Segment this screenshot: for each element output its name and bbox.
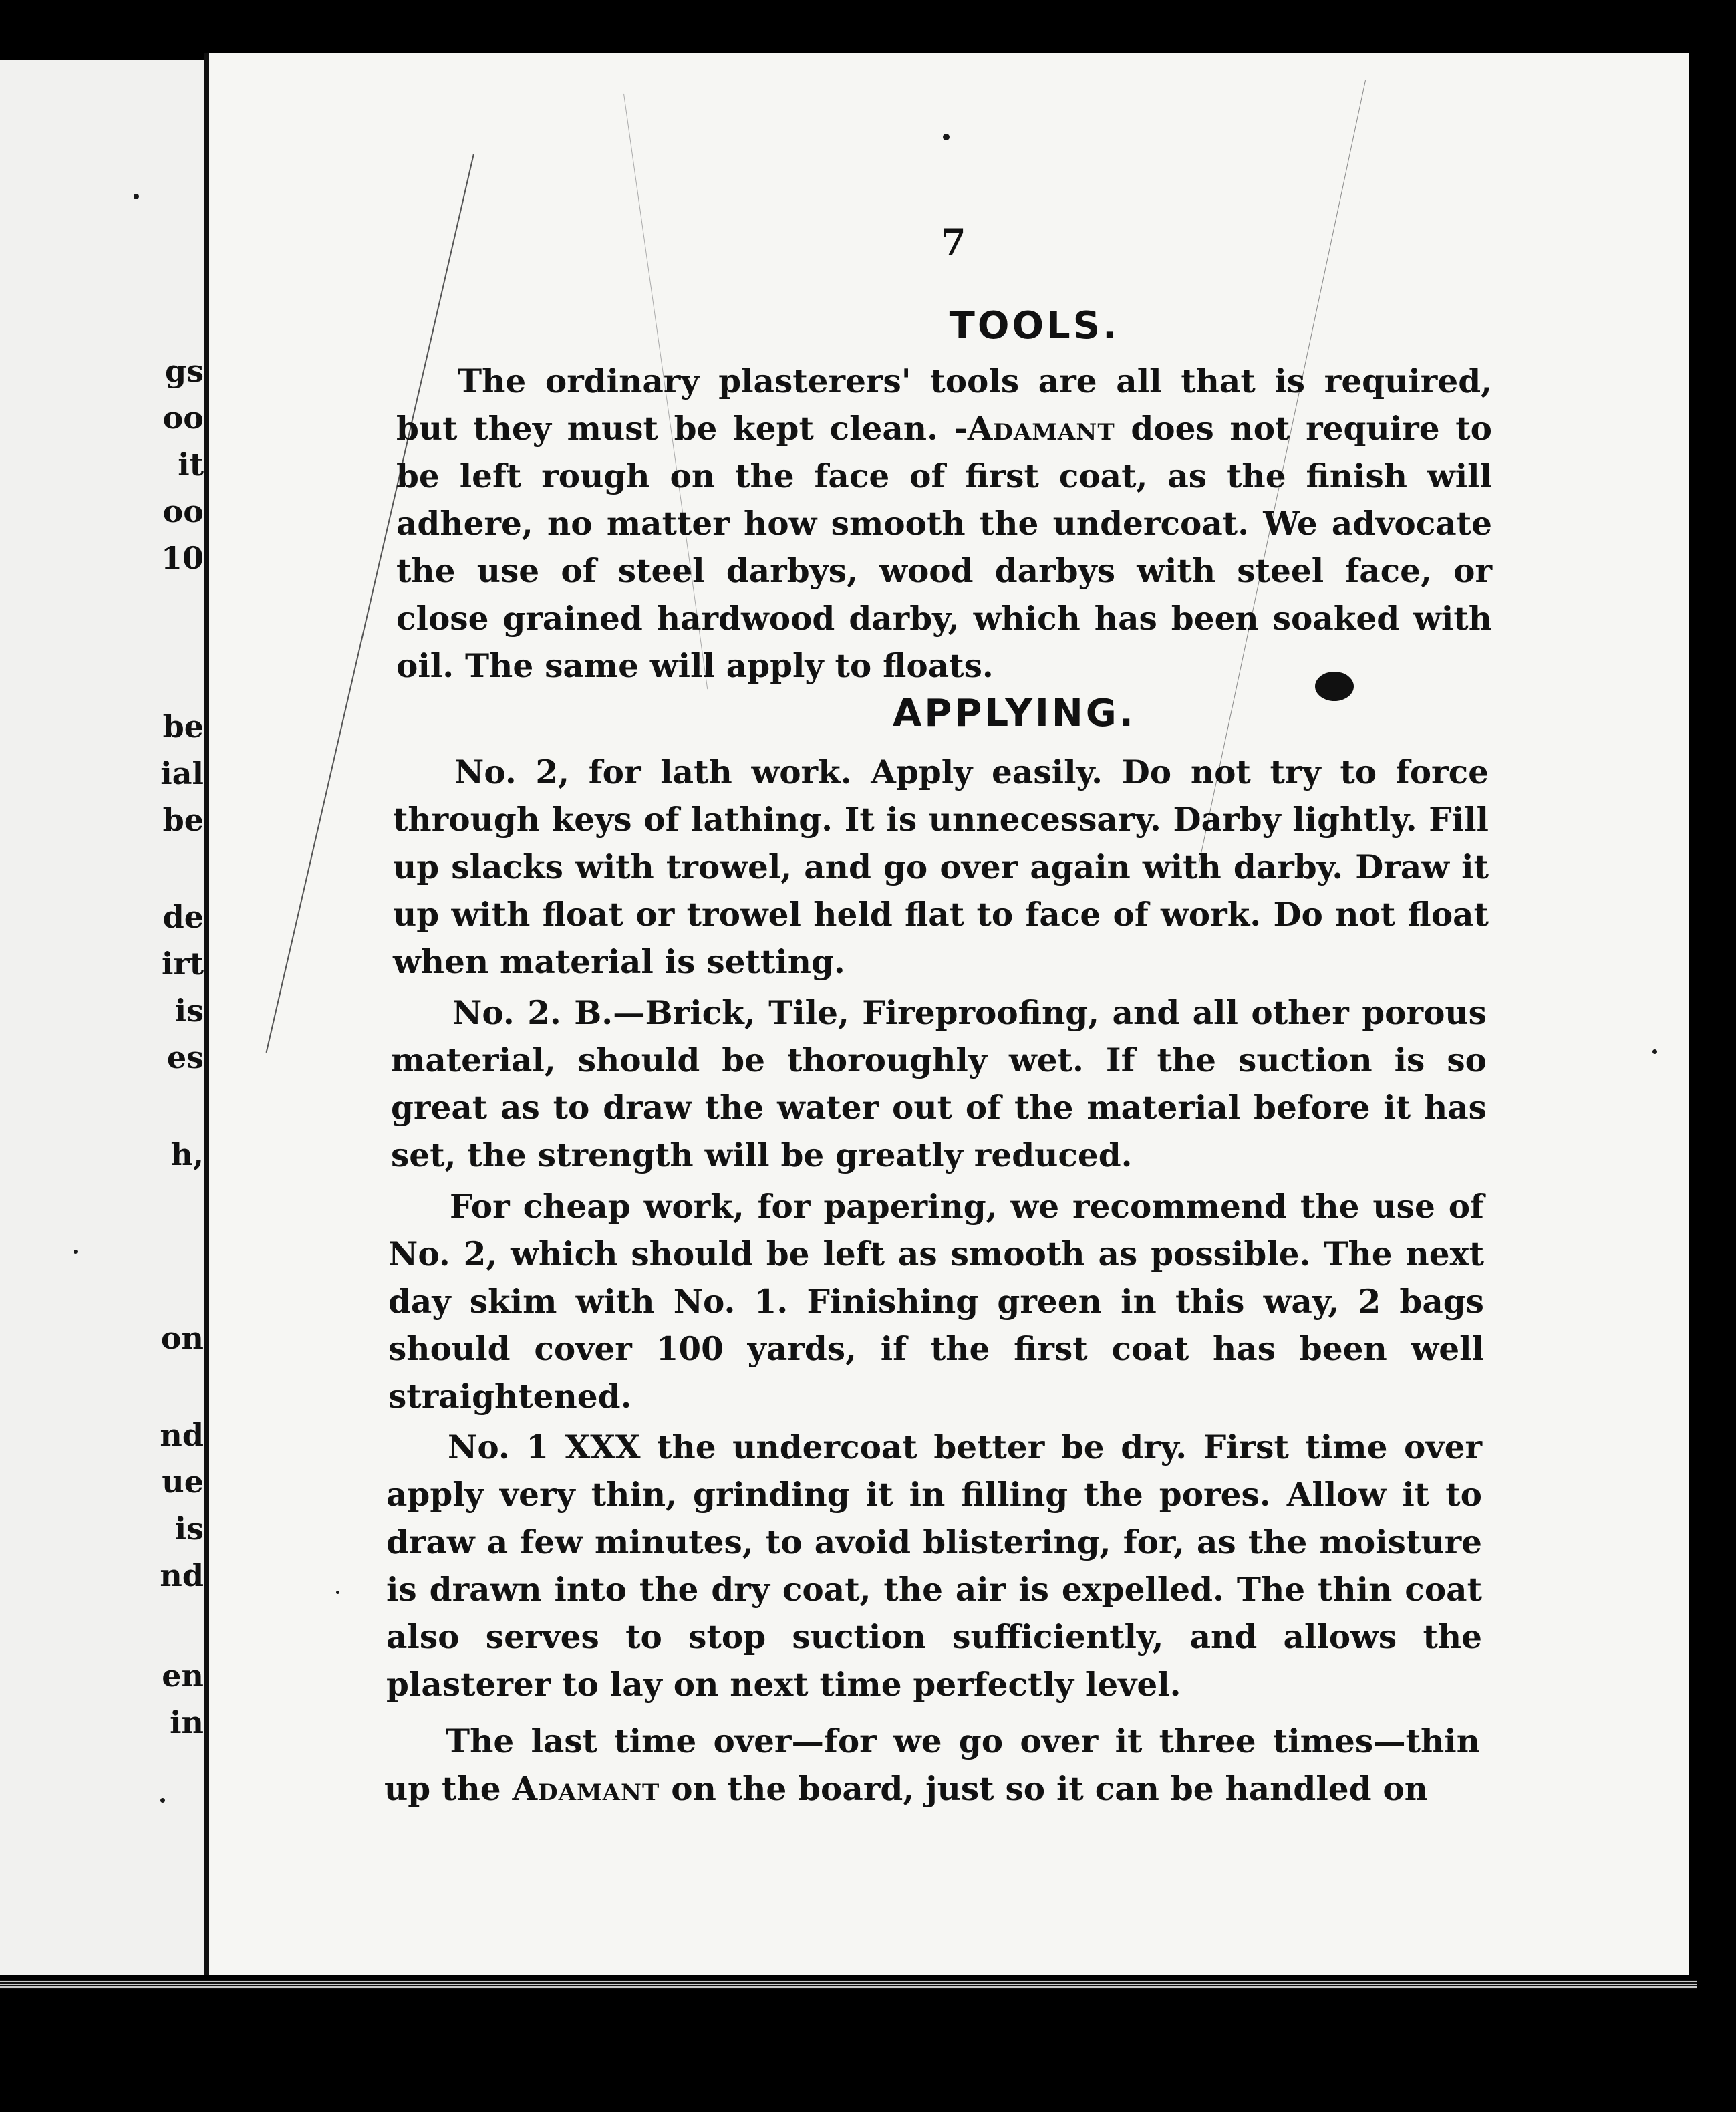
- paragraph-text: does not require to be left rough on the face of first coat, as the finish will adhere, no matter how smooth the undercoat. We advocate the use of steel darbys, wood darbys with steel face, or close grained hardwood darby, which has been soaked with oil. The same will apply to floats.: [396, 410, 1492, 685]
- fragment-line: nd: [160, 1557, 204, 1593]
- section-heading-tools: TOOLS.: [949, 304, 1120, 348]
- applying-paragraph: No. 2. B.—Brick, Tile, Fireproofing, and all other porous material, should be thoroughly wet. If the suction is so great as to draw the water out of the material before it has set, the strength will be greatly reduced.: [391, 994, 1487, 1174]
- left-page-fragment: [0, 60, 204, 2025]
- fragment-line: h,: [170, 1136, 204, 1172]
- fragment-line: ue: [162, 1464, 204, 1500]
- fragment-line: irt: [162, 946, 204, 982]
- fragment-line: oo: [162, 493, 204, 529]
- fragment-line: oo: [162, 400, 204, 436]
- page-bottom-rule: [0, 1980, 1697, 1989]
- fragment-line: nd: [160, 1417, 204, 1453]
- page-number: 7: [941, 221, 966, 263]
- paragraph-text: The ordinary plasterers' tools are all that is required, but they must be kept clean. -: [396, 362, 1492, 448]
- scan-bottom-border: [0, 1975, 1736, 2112]
- fragment-line: gs: [164, 353, 204, 389]
- applying-paragraph: [384, 1718, 1480, 1813]
- fragment-line: 10: [160, 540, 204, 576]
- applying-paragraph: No. 2, for lath work. Apply easily. Do not try to force through keys of lathing. It is unnecessary. Darby lightly. Fill up slacks with trowel, and go over again with darby. Draw it up with float or trowel held flat to face of work. Do not float when material is setting.: [393, 753, 1489, 981]
- fragment-line: ial: [160, 755, 204, 791]
- fragment-line: in: [170, 1704, 204, 1740]
- fragment-line: de: [162, 899, 204, 935]
- page-gutter-rule: [204, 53, 209, 2032]
- fragment-line: en: [162, 1658, 204, 1694]
- tools-paragraph: [396, 358, 1492, 690]
- paragraph-text: on the board, just so it can be handled on: [660, 1770, 1429, 1808]
- fragment-line: on: [160, 1320, 204, 1356]
- book-page: [209, 53, 1689, 2032]
- brand-name: Adamant: [512, 1770, 660, 1808]
- fragment-line: be: [162, 802, 204, 838]
- fragment-line: be: [162, 708, 204, 745]
- applying-paragraph: For cheap work, for papering, we recommend the use of No. 2, which should be left as smooth as possible. The next day skim with No. 1. Finishing green in this way, 2 bags should cover 100 yards, if the first coat has been well straightened.: [388, 1188, 1484, 1416]
- applying-paragraph: No. 1 XXX the undercoat better be dry. First time over apply very thin, grinding it in filling the pores. Allow it to draw a few minutes, to avoid blistering, for, as the moisture is drawn into the dry coat, the air is expelled. The thin coat also serves to stop suction sufficiently, and allows the plasterer to lay on next time perfectly level.: [386, 1428, 1482, 1704]
- fragment-line: is: [174, 1510, 204, 1547]
- fragment-line: it: [178, 446, 204, 483]
- paragraph-text: The last time over—for we go over it three times—thin up the: [384, 1722, 1480, 1808]
- brand-name: Adamant: [967, 410, 1115, 448]
- fragment-line: is: [174, 993, 204, 1029]
- section-heading-applying: APPLYING.: [893, 692, 1136, 735]
- fragment-line: es: [166, 1039, 204, 1075]
